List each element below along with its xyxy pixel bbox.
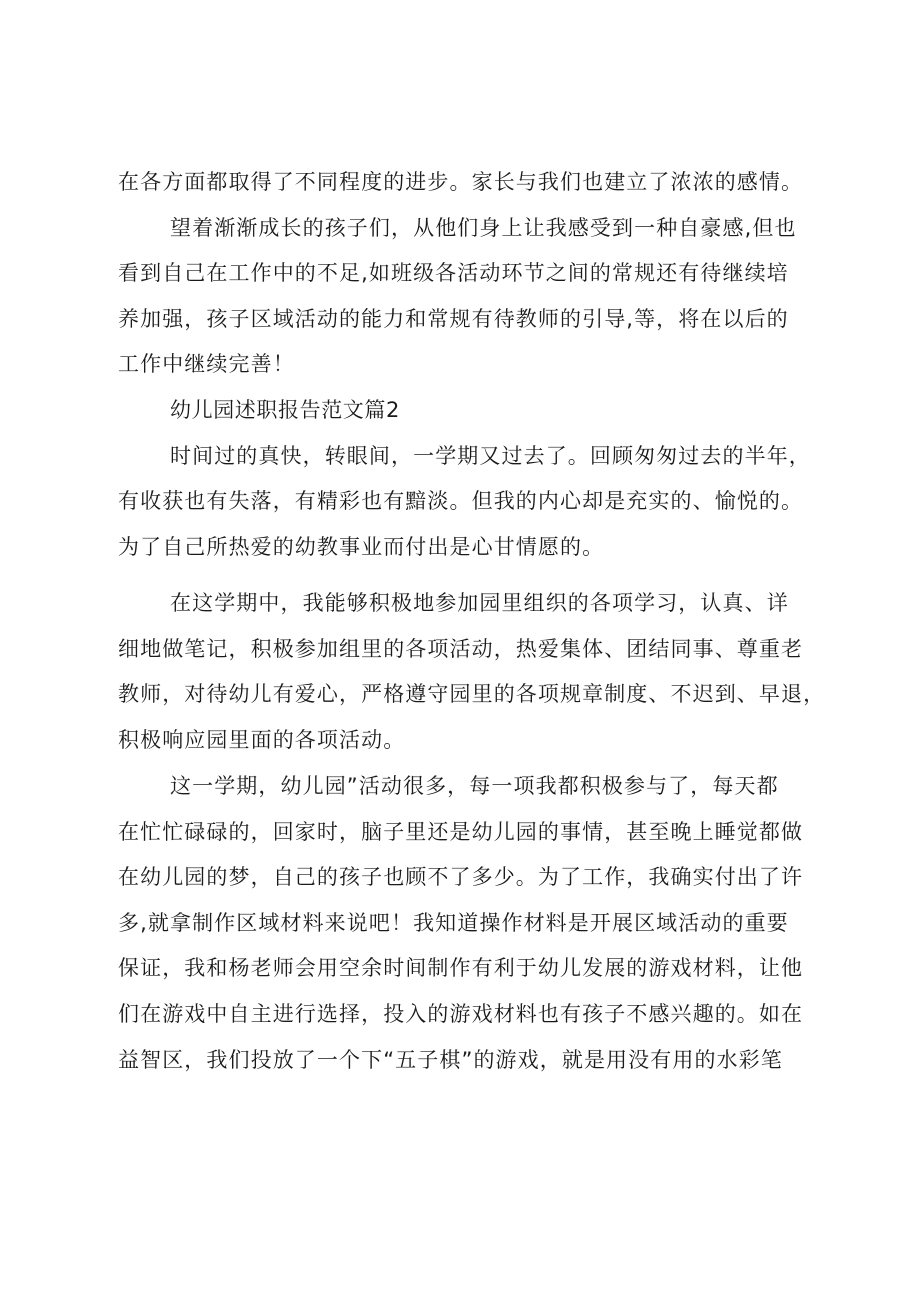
text-line: 工作中继续完善！ — [118, 352, 295, 377]
text-line: 在各方面都取得了不同程度的进步。家长与我们也建立了浓浓的感情。 — [118, 170, 804, 194]
paragraph-continued — [118, 160, 828, 206]
paragraph — [118, 206, 828, 388]
text-line: 望着渐渐成长的孩子们，从他们身上让我感受到一种自豪感,但也 — [170, 215, 797, 240]
text-line: 时间过的真快，转眼间，一学期又过去了。回顾匆匆过去的半年， — [170, 443, 811, 468]
section-title: 幼儿园述职报告范文篇2 — [170, 398, 400, 422]
text-line: 为了自己所热爱的幼教事业而付出是心甘情愿的。 — [118, 534, 605, 559]
text-line: 积极响应园里面的各项活动。 — [118, 727, 406, 752]
text-line: 看到自己在工作中的不足,如班级各活动环节之间的常规还有待继续培 — [118, 261, 789, 286]
paragraph — [118, 764, 828, 1083]
text-line: 细地做笔记，积极参加组里的各项活动，热爱集体、团结同事、尊重老 — [118, 636, 804, 661]
text-line: 养加强，孩子区域活动的能力和常规有待教师的引导,等，将在以后的 — [118, 306, 789, 331]
text-line: 这一学期，幼儿园”活动很多，每一项我都积极参与了，每天都 — [170, 774, 779, 798]
text-line: 在这学期中，我能够积极地参加园里组织的各项学习，认真、详 — [170, 591, 789, 615]
paragraph — [118, 581, 828, 763]
text-line: 保证，我和杨老师会用空余时间制作有利于幼儿发展的游戏材料，让他 — [118, 956, 804, 981]
text-line: 们在游戏中自主进行选择，投入的游戏材料也有孩子不感兴趣的。如在 — [118, 1001, 804, 1026]
text-line: 在忙忙碌碌的，回家时，脑子里还是幼儿园的事情，甚至晚上睡觉都做 — [118, 819, 804, 844]
text-line: 有收获也有失落，有精彩也有黯淡。但我的内心却是充实的、愉悦的。 — [118, 489, 804, 514]
text-line: 益智区，我们投放了一个下“五子棋”的游戏，就是用没有用的水彩笔 — [118, 1047, 783, 1072]
text-line: 在幼儿园的梦，自己的孩子也顾不了多少。为了工作，我确实付出了许 — [118, 865, 804, 890]
paragraph — [118, 434, 828, 571]
text-line: 多,就拿制作区域材料来说吧！我知道操作材料是开展区域活动的重要 — [118, 910, 789, 935]
text-line: 教师，对待幼儿有爱心，严格遵守园里的各项规章制度、不迟到、早退， — [118, 682, 826, 707]
section-heading — [118, 388, 828, 434]
